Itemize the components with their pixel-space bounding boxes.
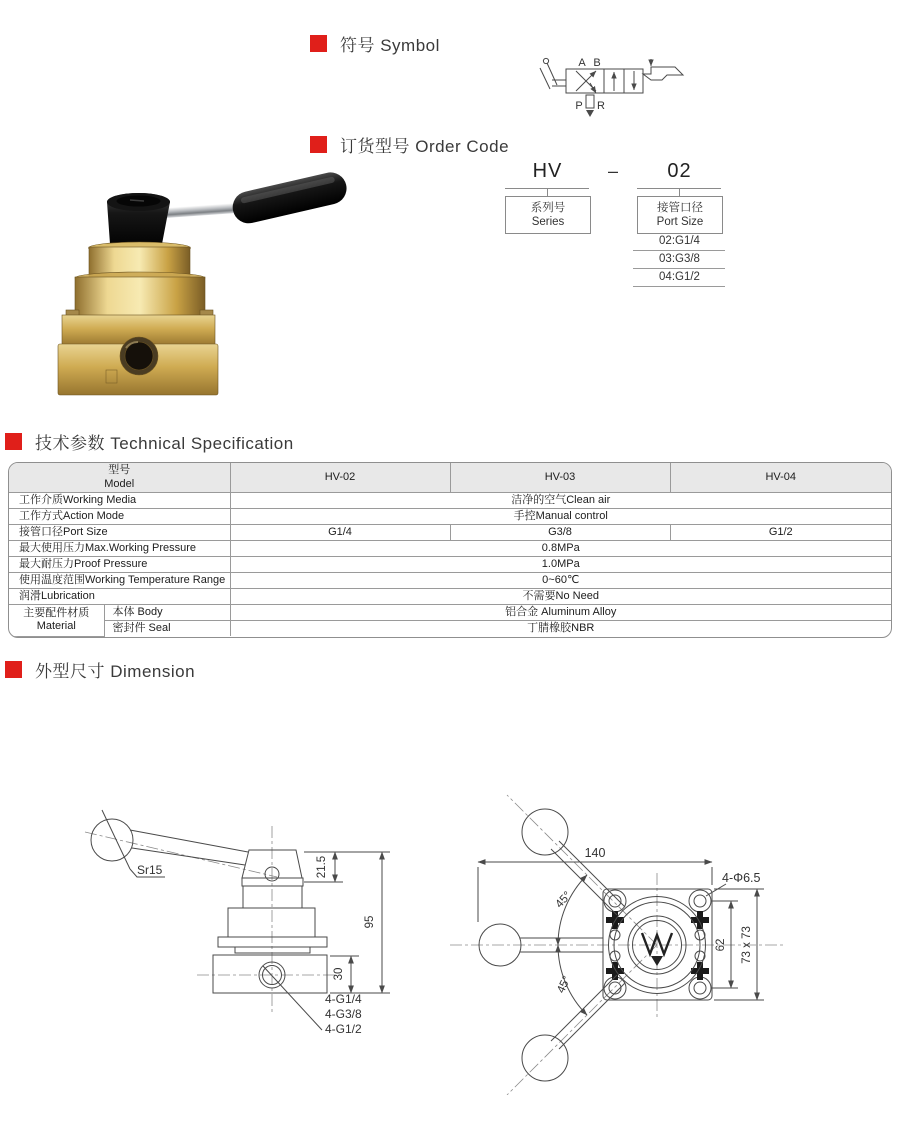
row-label: 使用温度范围Working Temperature Range xyxy=(9,573,230,589)
row-value: 铝合金 Aluminum Alloy xyxy=(230,605,891,621)
material-label-zh: 主要配件材质 xyxy=(23,607,90,620)
row-label: 本体 Body xyxy=(104,605,230,621)
series-label-en: Series xyxy=(531,216,565,228)
series-label-box xyxy=(505,196,591,234)
port-label-zh: 接管口径 xyxy=(657,201,703,214)
table-row xyxy=(9,509,891,525)
symbol-port-a: A xyxy=(578,57,586,69)
dim-flange-size: 73 x 73 xyxy=(741,926,753,964)
red-bullet-icon xyxy=(310,136,327,153)
red-bullet-icon xyxy=(5,433,22,450)
table-row xyxy=(9,573,891,589)
table-row xyxy=(9,557,891,573)
model-header-cell xyxy=(9,463,230,493)
valve-body xyxy=(58,242,218,395)
dim-angle-lower: 45° xyxy=(555,974,574,996)
dim-angle-upper: 45° xyxy=(553,889,575,911)
dim-hole-spacing: 62 xyxy=(715,938,727,952)
red-bullet-icon xyxy=(310,35,327,52)
section-header-dimension xyxy=(5,657,195,682)
section-header-tech-spec xyxy=(5,429,294,454)
row-label: 接管口径Port Size xyxy=(9,525,230,541)
section-header-order-code xyxy=(310,132,509,157)
row-value: 不需要No Need xyxy=(230,589,891,605)
dim-knob-height: 21.5 xyxy=(316,855,328,879)
row-value: 0.8MPa xyxy=(230,541,891,557)
port-option: 02:G1/4 xyxy=(659,235,700,247)
option-divider xyxy=(633,286,725,287)
symbol-port-r: R xyxy=(597,100,605,112)
port-thread-option: 4-G1/2 xyxy=(325,1022,362,1036)
port-thread-option: 4-G1/4 xyxy=(325,992,362,1006)
lever-handle xyxy=(230,169,350,226)
table-row xyxy=(9,493,891,509)
order-code-separator: – xyxy=(607,161,618,181)
row-value: G1/4 xyxy=(230,525,450,541)
row-value: 1.0MPa xyxy=(230,557,891,573)
product-photo xyxy=(40,160,370,400)
port-thread-option: 4-G3/8 xyxy=(325,1007,362,1021)
series-label-zh: 系列号 xyxy=(530,201,566,214)
table-row xyxy=(9,589,891,605)
model-label-en: Model xyxy=(104,477,135,490)
valve-symbol-schematic xyxy=(530,53,705,125)
row-value: G3/8 xyxy=(450,525,670,541)
model-label-zh: 型号 xyxy=(108,464,131,477)
section-title: 订货型号 Order Code xyxy=(340,137,510,156)
dim-total-height: 95 xyxy=(364,915,376,929)
port-label-en: Port Size xyxy=(656,216,704,228)
series-connector xyxy=(547,188,548,196)
table-header-row xyxy=(9,463,891,493)
row-label: 工作方式Action Mode xyxy=(9,509,230,525)
column-header: HV-04 xyxy=(670,463,891,493)
dim-mounting-holes: 4-Φ6.5 xyxy=(722,871,761,885)
top-view-drawing xyxy=(445,775,795,1095)
row-value: G1/2 xyxy=(670,525,891,541)
row-label: 最大耐压力Proof Pressure xyxy=(9,557,230,573)
size-code: 02 xyxy=(667,160,692,182)
side-view-drawing xyxy=(75,790,405,1060)
section-title: 外型尺寸 Dimension xyxy=(35,662,196,681)
order-code-diagram xyxy=(495,160,755,300)
column-header: HV-03 xyxy=(450,463,670,493)
table-row xyxy=(9,525,891,541)
size-connector xyxy=(679,188,680,196)
port-option: 04:G1/2 xyxy=(659,271,700,283)
series-code: HV xyxy=(532,160,563,182)
red-bullet-icon xyxy=(5,661,22,678)
column-header: HV-02 xyxy=(230,463,450,493)
symbol-port-p: P xyxy=(575,100,583,112)
material-group-label xyxy=(9,605,104,637)
dim-ball-radius: Sr15 xyxy=(137,863,163,877)
selector-knob xyxy=(107,193,170,250)
row-label: 密封件 Seal xyxy=(104,621,230,637)
dim-lever-span: 140 xyxy=(584,846,606,860)
row-value: 丁腈橡胶NBR xyxy=(230,621,891,637)
row-value: 手控Manual control xyxy=(230,509,891,525)
dim-port-offset: 30 xyxy=(333,967,345,981)
table-row xyxy=(9,621,891,637)
port-size-label-box xyxy=(637,196,723,234)
row-value: 洁净的空气Clean air xyxy=(230,493,891,509)
option-divider xyxy=(633,268,725,269)
section-title: 技术参数 Technical Specification xyxy=(35,434,294,453)
spec-table xyxy=(8,462,892,638)
table-row xyxy=(9,541,891,557)
section-title: 符号 Symbol xyxy=(340,36,440,55)
row-label: 最大使用压力Max.Working Pressure xyxy=(9,541,230,557)
symbol-port-b: B xyxy=(593,57,601,69)
material-label-en: Material xyxy=(36,620,76,633)
table-row xyxy=(9,605,891,621)
row-label: 润滑Lubrication xyxy=(9,589,230,605)
row-label: 工作介质Working Media xyxy=(9,493,230,509)
row-value: 0~60℃ xyxy=(230,573,891,589)
section-header-symbol xyxy=(310,31,440,56)
port-option: 03:G3/8 xyxy=(659,253,700,265)
option-divider xyxy=(633,250,725,251)
